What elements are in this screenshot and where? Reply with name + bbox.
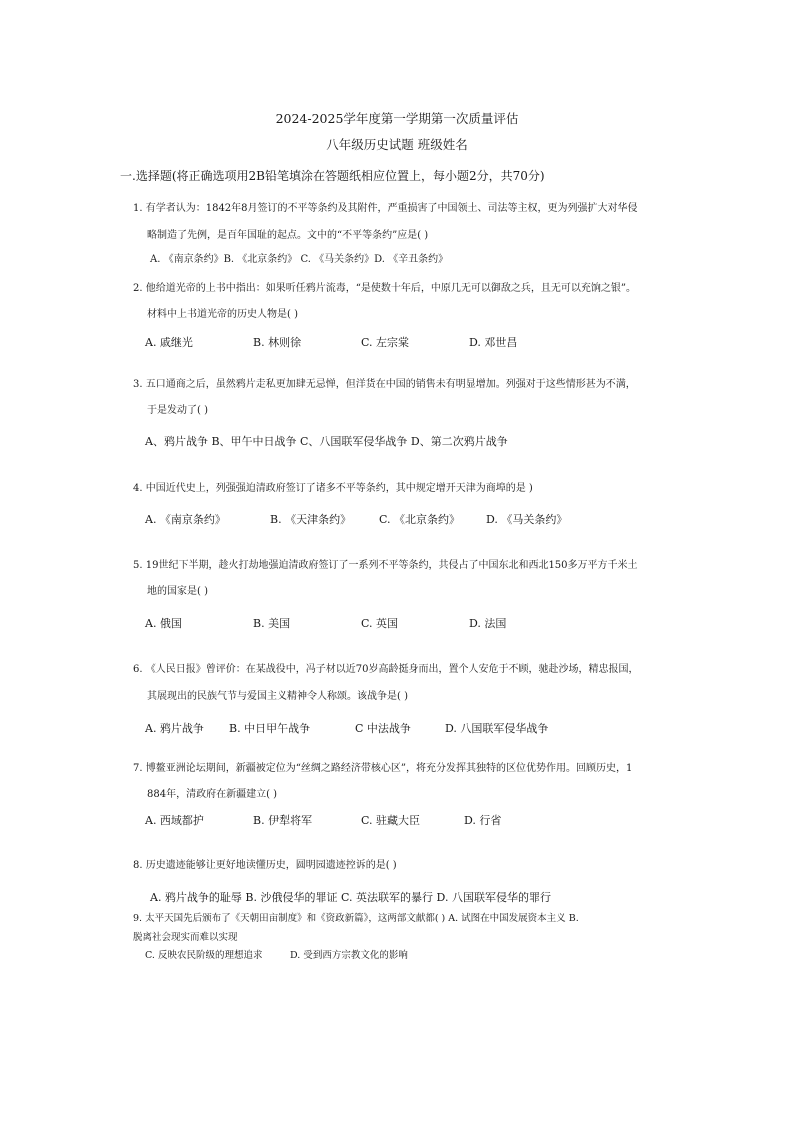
question-1-line-2: 略制造了先例，是百年国耻的起点。文中的“不平等条约”应是( ) bbox=[147, 230, 429, 241]
question-2-line-1: 2. 他给道光帝的上书中指出：如果听任鸦片流毒，“是使数十年后，中原几无可以御敌之兵，且无可以充饷之银”。 bbox=[133, 283, 636, 294]
question-7-option-a: A. 西域都护 bbox=[145, 814, 204, 827]
question-8-options: A. 鸦片战争的耻辱 B. 沙俄侵华的罪证 C. 英法联军的暴行 D. 八国联军侵华的罪行 bbox=[150, 891, 551, 904]
question-5-option-a: A. 俄国 bbox=[145, 617, 182, 630]
question-6-option-c: C 中法战争 bbox=[355, 722, 411, 735]
section-title: 一.选择题(将正确选项用2B铅笔填涂在答题纸相应位置上，每小题2分，共70分) bbox=[120, 169, 545, 183]
question-4-option-a: A. 《南京条约》 bbox=[145, 513, 226, 526]
question-6-option-a: A. 鸦片战争 bbox=[145, 722, 204, 735]
question-5-option-c: C. 英国 bbox=[361, 617, 399, 630]
question-5-line-2: 地的国家是( ) bbox=[147, 586, 208, 597]
question-4-option-d: D. 《马关条约》 bbox=[486, 513, 568, 526]
question-5-option-d: D. 法国 bbox=[469, 617, 507, 630]
question-9-line-1: 9. 太平天国先后颁布了《天朝田亩制度》和《资政新篇》，这两部文献都( ) A. 试图在中国发展资本主义 B. bbox=[133, 913, 579, 924]
question-5-option-b: B. 美国 bbox=[253, 617, 291, 630]
question-6-option-d: D. 八国联军侵华战争 bbox=[445, 722, 549, 735]
question-4-option-c: C. 《北京条约》 bbox=[379, 513, 461, 526]
question-7-option-b: B. 伊犁将军 bbox=[253, 814, 313, 827]
question-9-option-d: D. 受到西方宗教文化的影响 bbox=[290, 950, 408, 961]
question-5-line-1: 5. 19世纪下半期，趁火打劫地强迫清政府签订了一系列不平等条约，共侵占了中国东北和西北150多万平方千米土 bbox=[133, 560, 638, 571]
question-4-line-1: 4. 中国近代史上，列强强迫清政府签订了诸多不平等条约，其中规定增开天津为商埠的是 ) bbox=[133, 483, 533, 494]
question-3-line-2: 于是发动了( ) bbox=[147, 405, 208, 416]
question-4-option-b: B. 《天津条约》 bbox=[270, 513, 352, 526]
question-1-options: A. 《南京条约》B. 《北京条约》 C. 《马关条约》D. 《辛丑条约》 bbox=[150, 254, 449, 265]
exam-title: 2024-2025学年度第一学期第一次质量评估 bbox=[275, 111, 519, 126]
question-7-line-1: 7. 博鳌亚洲论坛期间，新疆被定位为“丝绸之路经济带核心区”，将充分发挥其独特的区位优势作用。回顾历史，1 bbox=[133, 763, 633, 774]
question-3-options: A、鸦片战争 B、甲午中日战争 C、八国联军侵华战争 D、第二次鸦片战争 bbox=[145, 435, 508, 448]
question-8-line-1: 8. 历史遗迹能够让更好地读懂历史，圆明园遗迹控诉的是( ) bbox=[133, 860, 397, 871]
question-6-option-b: B. 中日甲午战争 bbox=[229, 722, 311, 735]
question-6-line-1: 6. 《人民日报》曾评价：在某战役中，冯子材以近70岁高龄挺身而出，置个人安危于不顾，驰赴沙场，精忠报国， bbox=[133, 664, 639, 675]
question-9-option-c: C. 反映农民阶级的理想追求 bbox=[145, 950, 263, 961]
question-2-option-d: D. 邓世昌 bbox=[469, 336, 518, 349]
question-3-line-1: 3. 五口通商之后，虽然鸦片走私更加肆无忌惮，但洋货在中国的销售未有明显增加。列强对于这些情形甚为不满， bbox=[133, 379, 636, 390]
question-9-line-2: 脱离社会现实而难以实现 bbox=[133, 932, 238, 943]
exam-subtitle: 八年级历史试题 班级姓名 bbox=[326, 137, 468, 152]
question-1-line-1: 1. 有学者认为：1842年8月签订的不平等条约及其附件，严重损害了中国领土、司法等主权，更为列强扩大对华侵 bbox=[133, 203, 638, 214]
question-6-line-2: 其展现出的民族气节与爱国主义精神令人称颂。该战争是( ) bbox=[147, 691, 408, 702]
question-2-option-a: A. 戚继光 bbox=[145, 336, 193, 349]
question-7-option-d: D. 行省 bbox=[464, 814, 502, 827]
question-2-line-2: 材料中上书道光帝的历史人物是( ) bbox=[147, 309, 298, 320]
question-2-option-c: C. 左宗棠 bbox=[361, 336, 410, 349]
question-7-option-c: C. 驻藏大臣 bbox=[361, 814, 421, 827]
question-7-line-2: 884年，清政府在新疆建立( ) bbox=[147, 789, 278, 800]
question-2-option-b: B. 林则徐 bbox=[253, 336, 302, 349]
